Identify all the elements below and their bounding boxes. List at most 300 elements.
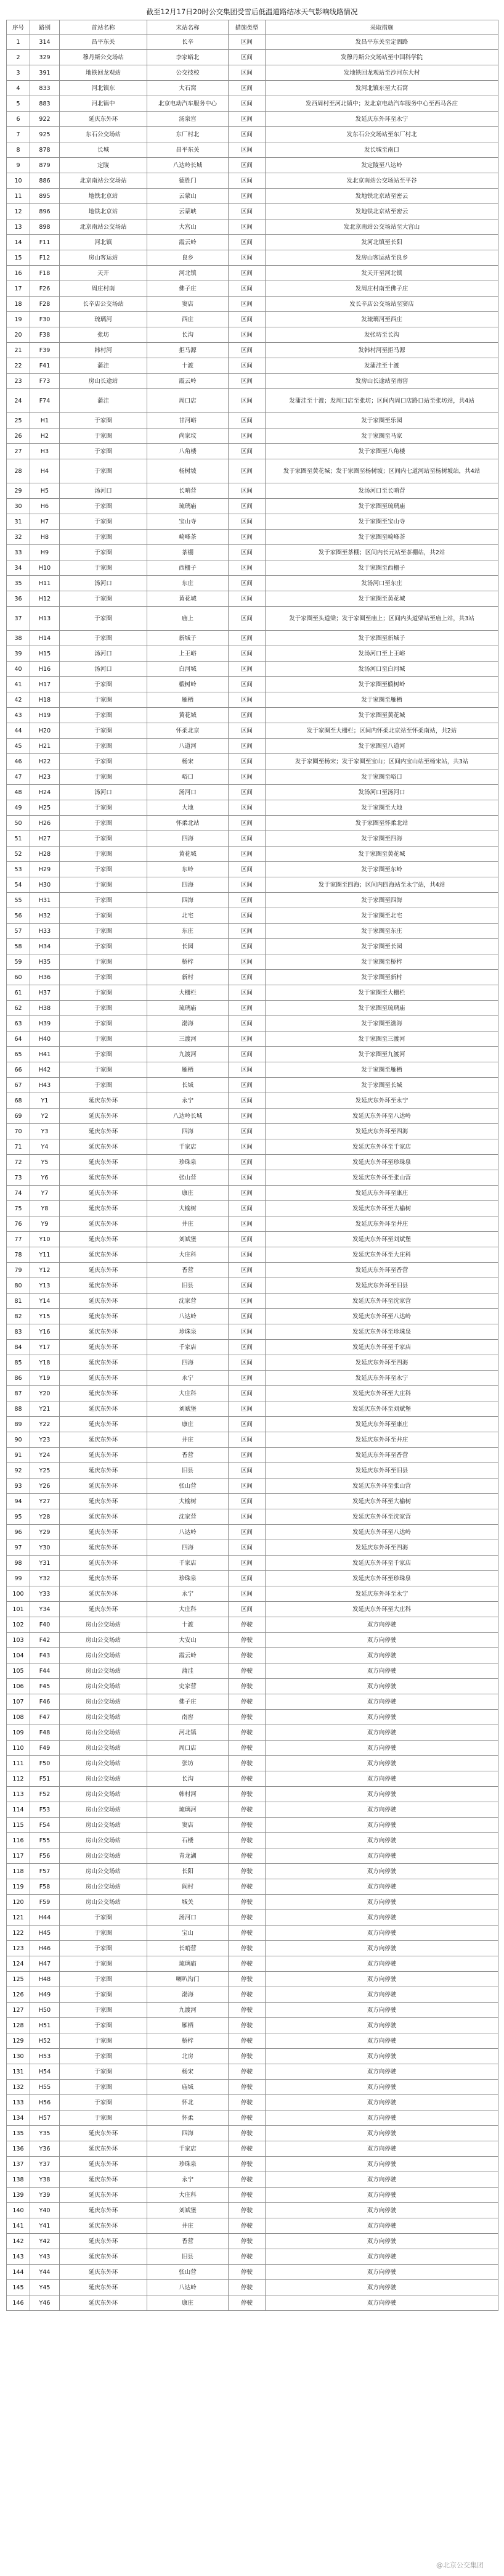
cell-route: Y9 [30,1216,60,1232]
cell-measure: 发于家圈至杨宋；发于家圈至宝山；区间内宝山站至杨宋站，共3站 [266,754,498,769]
cell-index: 140 [7,2203,30,2218]
table-row [7,235,498,250]
cell-route: F73 [30,374,60,389]
table-row [7,1663,498,1679]
cell-measure: 发河北镇至长阳 [266,235,498,250]
cell-first-stop: 于家圈 [60,530,147,545]
cell-route: F43 [30,1648,60,1663]
cell-first-stop: 延庆东外环 [60,2280,147,2295]
cell-last-stop: 宝山 [147,1926,229,1941]
cell-index: 40 [7,662,30,677]
cell-route: H22 [30,754,60,769]
table-row [7,204,498,219]
cell-last-stop: 峪口 [147,769,229,785]
table-row [7,1371,498,1386]
cell-measure-type: 区间 [229,723,266,739]
cell-measure: 发延庆东外环至大榆树 [266,1494,498,1509]
table-row [7,96,498,112]
cell-last-stop: 北房 [147,2049,229,2064]
table-row [7,677,498,692]
cell-measure-type: 停驶 [229,2157,266,2172]
cell-measure: 发河北镇东至大石窝 [266,81,498,96]
cell-measure-type: 停驶 [229,2126,266,2141]
cell-measure-type: 区间 [229,954,266,970]
cell-index: 9 [7,158,30,173]
cell-route: H57 [30,2110,60,2126]
cell-route: F42 [30,1633,60,1648]
table-row [7,1926,498,1941]
table-row [7,723,498,739]
cell-last-stop: 八达岭长城 [147,158,229,173]
cell-measure-type: 区间 [229,374,266,389]
cell-first-stop: 延庆东外环 [60,1355,147,1371]
cell-last-stop: 怀柔北站 [147,816,229,831]
cell-measure: 发于家圈至茶棚；区间内长元站至茶棚站，共2站 [266,545,498,560]
cell-first-stop: 房山公交场站 [60,1864,147,1879]
cell-last-stop: 雁栖 [147,2018,229,2033]
cell-measure: 双方向停驶 [266,2018,498,2033]
table-row [7,1648,498,1663]
table-row [7,35,498,50]
cell-measure: 双方向停驶 [266,2126,498,2141]
cell-last-stop: 白河城 [147,662,229,677]
cell-measure: 发延庆东外环至沈家营 [266,1294,498,1309]
cell-measure-type: 区间 [229,1401,266,1417]
cell-first-stop: 延庆东外环 [60,1093,147,1109]
cell-measure: 发延庆东外环至永宁 [266,1093,498,1109]
cell-route: 878 [30,142,60,158]
cell-index: 86 [7,1371,30,1386]
cell-route: H21 [30,739,60,754]
cell-measure-type: 停驶 [229,2110,266,2126]
cell-first-stop: 于家圈 [60,970,147,985]
cell-route: H42 [30,1062,60,1078]
table-row [7,1109,498,1124]
cell-route: F54 [30,1818,60,1833]
cell-measure: 发蒲洼至十渡；发周口店至张坊；区间内周口店路口站至张坊站，共4站 [266,389,498,413]
cell-route: F30 [30,312,60,327]
watermark: @北京公交集团 [436,2561,484,2569]
cell-measure: 双方向停驶 [266,1648,498,1663]
cell-measure-type: 区间 [229,877,266,893]
cell-first-stop: 延庆东外环 [60,1309,147,1324]
cell-first-stop: 于家圈 [60,677,147,692]
cell-route: H8 [30,530,60,545]
cell-index: 46 [7,754,30,769]
cell-first-stop: 汤河口 [60,576,147,591]
cell-measure-type: 区间 [229,127,266,142]
cell-index: 7 [7,127,30,142]
cell-measure: 发延庆东外环至八达岭 [266,1109,498,1124]
cell-route: H12 [30,591,60,607]
cell-index: 108 [7,1710,30,1725]
cell-measure: 双方向停驶 [266,1956,498,1972]
table-row [7,1324,498,1340]
cell-route: 922 [30,112,60,127]
cell-first-stop: 于家圈 [60,924,147,939]
table-row [7,1294,498,1309]
cell-measure: 发长辛店公交场站至窦店 [266,297,498,312]
cell-route: H51 [30,2018,60,2033]
cell-last-stop: 大地 [147,800,229,816]
cell-measure-type: 区间 [229,1186,266,1201]
table-row [7,1417,498,1432]
cell-last-stop: 井庄 [147,2218,229,2234]
cell-index: 68 [7,1093,30,1109]
cell-index: 133 [7,2095,30,2110]
cell-route: H10 [30,560,60,576]
table-row [7,2234,498,2249]
cell-route: F26 [30,281,60,297]
cell-last-stop: 刘斌堡 [147,1232,229,1247]
cell-measure-type: 区间 [229,1047,266,1062]
cell-last-stop: 城关 [147,1895,229,1910]
cell-index: 126 [7,1987,30,2003]
cell-measure-type: 区间 [229,1001,266,1016]
table-row [7,312,498,327]
table-row [7,908,498,924]
cell-route: H5 [30,483,60,499]
table-row [7,389,498,413]
cell-measure: 发延庆东外环至珍珠泉 [266,1324,498,1340]
cell-route: H19 [30,708,60,723]
cell-first-stop: 延庆东外环 [60,2126,147,2141]
cell-first-stop: 于家圈 [60,908,147,924]
cell-route: F38 [30,327,60,343]
cell-first-stop: 地铁北京站 [60,189,147,204]
cell-index: 72 [7,1155,30,1170]
cell-measure-type: 区间 [229,50,266,65]
table-row [7,2095,498,2110]
cell-route: H17 [30,677,60,692]
cell-measure-type: 停驶 [229,1725,266,1741]
cell-route: Y8 [30,1201,60,1216]
cell-measure-type: 停驶 [229,1633,266,1648]
cell-route: H39 [30,1016,60,1032]
cell-last-stop: 旧县 [147,2249,229,2265]
cell-measure-type: 区间 [229,312,266,327]
cell-route: 833 [30,81,60,96]
cell-last-stop: 永宁 [147,2172,229,2188]
cell-index: 25 [7,413,30,429]
cell-index: 85 [7,1355,30,1371]
cell-first-stop: 延庆东外环 [60,1509,147,1525]
cell-index: 103 [7,1633,30,1648]
cell-last-stop: 蒲洼 [147,1663,229,1679]
table-row [7,2064,498,2080]
cell-index: 132 [7,2080,30,2095]
cell-measure: 发于家圈至长园 [266,939,498,954]
cell-last-stop: 李家峪北 [147,50,229,65]
cell-index: 62 [7,1001,30,1016]
cell-route: H15 [30,646,60,662]
cell-measure-type: 停驶 [229,1895,266,1910]
cell-measure-type: 停驶 [229,1617,266,1633]
table-row [7,560,498,576]
cell-route: Y4 [30,1139,60,1155]
cell-index: 28 [7,459,30,483]
table-row [7,2157,498,2172]
cell-last-stop: 琉璃庙 [147,499,229,514]
cell-measure: 发于家圈至黄花城 [266,708,498,723]
cell-measure-type: 区间 [229,800,266,816]
cell-measure: 发于家圈至黄花城；发于家圈至杨树坡；区间内七道河站至杨树坡站，共4站 [266,459,498,483]
cell-measure-type: 区间 [229,631,266,646]
cell-measure: 发汤河口至东庄 [266,576,498,591]
cell-first-stop: 于家圈 [60,514,147,530]
cell-index: 47 [7,769,30,785]
table-row [7,769,498,785]
cell-last-stop: 东庄 [147,576,229,591]
cell-measure: 发韩村河至拒马源 [266,343,498,358]
cell-route: H13 [30,607,60,631]
cell-measure: 发延庆东外环至井庄 [266,1432,498,1448]
cell-measure: 发延庆东外环至刘斌堡 [266,1401,498,1417]
cell-measure-type: 区间 [229,985,266,1001]
cell-measure: 发于家圈至大地 [266,800,498,816]
cell-route: Y13 [30,1278,60,1294]
cell-measure-type: 区间 [229,204,266,219]
cell-first-stop: 于家圈 [60,2003,147,2018]
cell-measure-type: 区间 [229,459,266,483]
cell-first-stop: 于家圈 [60,413,147,429]
cell-measure-type: 停驶 [229,2188,266,2203]
cell-route: Y45 [30,2280,60,2295]
cell-route: F49 [30,1741,60,1756]
cell-measure-type: 停驶 [229,2049,266,2064]
cell-index: 71 [7,1139,30,1155]
cell-first-stop: 于家圈 [60,1987,147,2003]
cell-last-stop: 长园 [147,939,229,954]
cell-index: 48 [7,785,30,800]
table-row [7,1479,498,1494]
cell-measure-type: 停驶 [229,1818,266,1833]
cell-measure: 双方向停驶 [266,2295,498,2311]
cell-index: 31 [7,514,30,530]
cell-index: 30 [7,499,30,514]
cell-route: Y29 [30,1525,60,1540]
table-row [7,754,498,769]
cell-last-stop: 珍珠泉 [147,1324,229,1340]
table-row [7,1016,498,1032]
cell-first-stop: 房山公交场站 [60,1802,147,1818]
cell-measure-type: 区间 [229,1448,266,1463]
cell-last-stop: 阎村 [147,1879,229,1895]
table-row [7,2110,498,2126]
cell-last-stop: 长哨营 [147,1941,229,1956]
cell-first-stop: 延庆东外环 [60,2157,147,2172]
cell-first-stop: 于家圈 [60,2033,147,2049]
cell-measure: 发汤河口至汤河口 [266,785,498,800]
table-row [7,1910,498,1926]
cell-measure: 双方向停驶 [266,2280,498,2295]
table-row [7,1848,498,1864]
cell-index: 78 [7,1247,30,1263]
cell-measure: 发穆丹斯公交场站至中国科学院 [266,50,498,65]
cell-index: 16 [7,266,30,281]
cell-route: 314 [30,35,60,50]
cell-first-stop: 于家圈 [60,692,147,708]
cell-measure-type: 区间 [229,250,266,266]
cell-index: 2 [7,50,30,65]
cell-first-stop: 延庆东外环 [60,1417,147,1432]
header-measure-type: 措施类型 [229,20,266,35]
cell-index: 79 [7,1263,30,1278]
cell-route: Y3 [30,1124,60,1139]
cell-last-stop: 长哨营 [147,483,229,499]
table-row [7,112,498,127]
table-row [7,1556,498,1571]
table-row [7,1340,498,1355]
cell-measure: 发于家圈至东岭 [266,862,498,877]
cell-route: Y36 [30,2141,60,2157]
cell-index: 73 [7,1170,30,1186]
cell-last-stop: 八达岭 [147,1525,229,1540]
cell-route: 925 [30,127,60,142]
cell-index: 1 [7,35,30,50]
cell-measure: 双方向停驶 [266,1756,498,1771]
cell-measure: 发地铁北京站至密云 [266,204,498,219]
cell-index: 54 [7,877,30,893]
cell-measure-type: 停驶 [229,1864,266,1879]
cell-first-stop: 延庆东外环 [60,1109,147,1124]
page-title: 截至12月17日20时公交集团受雪后低温道路结冰天气影响线路情况 [146,7,358,16]
table-row [7,1278,498,1294]
cell-last-stop: 九渡河 [147,1047,229,1062]
cell-index: 38 [7,631,30,646]
cell-last-stop: 八角楼 [147,444,229,459]
table-row [7,785,498,800]
cell-first-stop: 于家圈 [60,591,147,607]
cell-last-stop: 大安山 [147,1633,229,1648]
cell-measure-type: 区间 [229,1155,266,1170]
cell-route: H54 [30,2064,60,2080]
cell-first-stop: 于家圈 [60,893,147,908]
cell-measure: 发于家圈至八角楼 [266,444,498,459]
cell-route: F58 [30,1879,60,1895]
cell-last-stop: 长辛 [147,35,229,50]
table-row [7,1463,498,1479]
cell-last-stop: 汤河口 [147,1910,229,1926]
cell-measure-type: 停驶 [229,2003,266,2018]
cell-last-stop: 汤泉宫 [147,112,229,127]
table-row [7,1401,498,1417]
cell-measure: 双方向停驶 [266,1941,498,1956]
cell-first-stop: 延庆东外环 [60,2265,147,2280]
cell-route: H29 [30,862,60,877]
cell-last-stop: 珍珠泉 [147,1571,229,1586]
cell-first-stop: 于家圈 [60,499,147,514]
cell-measure: 发北京南站公交场站至平谷 [266,173,498,189]
cell-route: Y24 [30,1448,60,1463]
table-row [7,877,498,893]
cell-index: 66 [7,1062,30,1078]
cell-measure-type: 区间 [229,142,266,158]
table-row [7,444,498,459]
cell-measure-type: 区间 [229,219,266,235]
cell-index: 41 [7,677,30,692]
cell-last-stop: 康庄 [147,2295,229,2311]
cell-last-stop: 旧县 [147,1463,229,1479]
cell-measure: 双方向停驶 [266,1879,498,1895]
cell-measure-type: 区间 [229,847,266,862]
cell-first-stop: 延庆东外环 [60,1463,147,1479]
cell-route: H23 [30,769,60,785]
cell-measure: 发于家圈至四海；区间内四海站至永宁站，共4站 [266,877,498,893]
cell-first-stop: 于家圈 [60,560,147,576]
cell-index: 43 [7,708,30,723]
cell-index: 33 [7,545,30,560]
cell-route: H2 [30,429,60,444]
cell-first-stop: 延庆东外环 [60,1602,147,1617]
cell-last-stop: 窦店 [147,297,229,312]
table-row [7,662,498,677]
cell-measure: 双方向停驶 [266,2218,498,2234]
cell-measure: 双方向停驶 [266,1710,498,1725]
table-row [7,1633,498,1648]
table-row [7,985,498,1001]
route-table [6,20,498,2311]
cell-measure: 发延庆东外环至张山营 [266,1170,498,1186]
cell-measure-type: 区间 [229,530,266,545]
cell-index: 123 [7,1941,30,1956]
cell-last-stop: 甘河峪 [147,413,229,429]
cell-index: 114 [7,1802,30,1818]
cell-measure-type: 停驶 [229,2203,266,2218]
table-row [7,1001,498,1016]
cell-last-stop: 大宫山 [147,219,229,235]
cell-route: Y27 [30,1494,60,1509]
cell-measure: 发汤河口至长哨营 [266,483,498,499]
cell-first-stop: 房山公交场站 [60,1663,147,1679]
cell-last-stop: 北京电动汽车服务中心 [147,96,229,112]
cell-measure-type: 停驶 [229,1910,266,1926]
cell-measure-type: 区间 [229,754,266,769]
cell-last-stop: 喇叭沟门 [147,1972,229,1987]
cell-index: 90 [7,1432,30,1448]
cell-index: 6 [7,112,30,127]
table-row [7,1741,498,1756]
cell-first-stop: 长辛店公交场站 [60,297,147,312]
table-row [7,2126,498,2141]
cell-measure-type: 区间 [229,1463,266,1479]
cell-index: 69 [7,1109,30,1124]
cell-measure: 发琉璃河至西庄 [266,312,498,327]
cell-last-stop: 三渡河 [147,1032,229,1047]
cell-measure-type: 区间 [229,1032,266,1047]
cell-last-stop: 佛子庄 [147,1694,229,1710]
cell-index: 91 [7,1448,30,1463]
cell-route: Y5 [30,1155,60,1170]
cell-measure-type: 区间 [229,560,266,576]
cell-first-stop: 穆丹斯公交场站 [60,50,147,65]
cell-first-stop: 延庆东外环 [60,1571,147,1586]
cell-index: 63 [7,1016,30,1032]
cell-first-stop: 于家圈 [60,444,147,459]
cell-first-stop: 于家圈 [60,459,147,483]
cell-last-stop: 河北镇 [147,1725,229,1741]
cell-measure: 发于家圈至宝山寺 [266,514,498,530]
cell-index: 77 [7,1232,30,1247]
cell-route: H28 [30,847,60,862]
table-header-row [7,20,498,35]
cell-measure: 发延庆东外环至四海 [266,1540,498,1556]
cell-measure: 双方向停驶 [266,1802,498,1818]
table-row [7,831,498,847]
cell-measure-type: 区间 [229,389,266,413]
cell-last-stop: 怀柔北京 [147,723,229,739]
cell-first-stop: 延庆东外环 [60,1432,147,1448]
